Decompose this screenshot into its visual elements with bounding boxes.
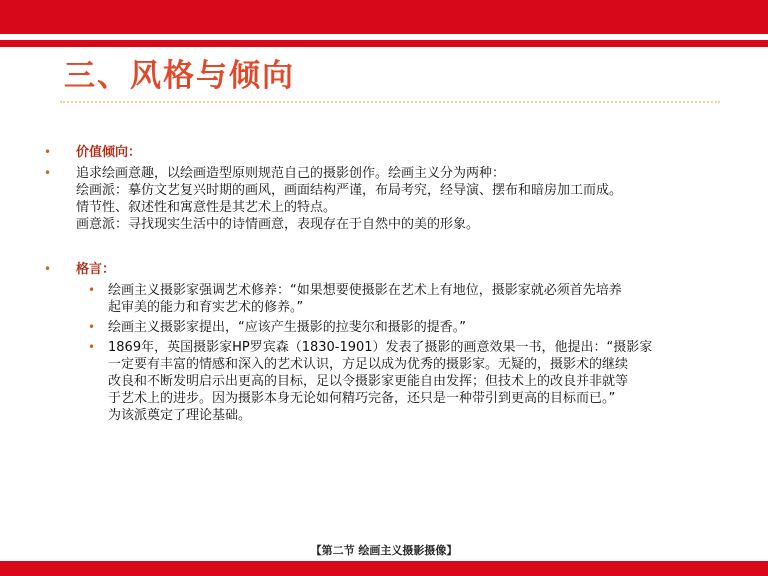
- text-line: 一定要有丰富的情感和深入的艺术认识，方足以成为优秀的摄影家。无疑的，摄影术的继续: [108, 357, 629, 372]
- bullet-dot-icon: •: [88, 320, 96, 334]
- sub-bullet-item: [44, 339, 734, 424]
- text-line: 情节性、叙述性和寓意性是其艺术上的特点。: [76, 200, 337, 215]
- text-line: 绘画主义摄影家强调艺术修养：“如果想要使摄影在艺术上有地位，摄影家就必须首先培养: [108, 283, 622, 298]
- sub-bullet-text: [108, 339, 734, 424]
- text-line: 1869年，英国摄影家HP罗宾森（1830-1901）发表了摄影的画意效果一书，他提出：“摄影家: [108, 340, 653, 355]
- top-red-stripe: [0, 40, 768, 47]
- section-heading: 格言：: [76, 262, 116, 277]
- bullet-dot-icon: •: [44, 166, 52, 180]
- sub-bullet-item: [44, 282, 734, 316]
- slide-footer: 【第二节 绘画主义摄影摄像】: [310, 544, 458, 557]
- slide-title: 三、风格与倾向: [64, 58, 295, 94]
- bullet-description: [44, 165, 734, 233]
- text-line: 起审美的能力和育实艺术的修养。”: [108, 300, 304, 315]
- text-line: 为该派奠定了理论基础。: [108, 408, 252, 423]
- slide-content: [44, 144, 734, 424]
- bullet-dot-icon: •: [88, 283, 96, 297]
- text-line: 绘画主义摄影家提出，“应该产生摄影的拉斐尔和摄影的提香。”: [108, 320, 466, 335]
- text-line: 绘画派：摹仿文艺复兴时期的画风，画面结构严谨，布局考究，经导演、摆布和暗房加工而成。: [76, 183, 623, 198]
- sub-bullet-text: [108, 319, 734, 336]
- bullet-maxims: [44, 261, 734, 278]
- bullet-dot-icon: •: [44, 145, 52, 159]
- text-line: 追求绘画意趣，以绘画造型原则规范自己的摄影创作。绘画主义分为两种：: [76, 166, 506, 181]
- text-line: 改良和不断发明启示出更高的目标，足以令摄影家更能自由发挥；但技术上的改良并非就等: [108, 374, 629, 389]
- top-red-band: [0, 0, 768, 34]
- description-block: [76, 165, 734, 233]
- bottom-red-band: [0, 561, 768, 576]
- sub-bullet-item: [44, 319, 734, 336]
- sub-bullet-text: [108, 282, 734, 316]
- bullet-dot-icon: •: [44, 262, 52, 276]
- title-dotted-divider: [60, 101, 720, 103]
- section-heading: 价值倾向：: [76, 145, 142, 160]
- text-line: 画意派：寻找现实生活中的诗情画意，表现存在于自然中的美的形象。: [76, 217, 480, 232]
- text-line: 于艺术上的进步。因为摄影本身无论如何精巧完备，还只是一种带引到更高的目标而已。”: [108, 391, 616, 406]
- bullet-dot-icon: •: [88, 340, 96, 354]
- bullet-value-orientation: [44, 144, 734, 161]
